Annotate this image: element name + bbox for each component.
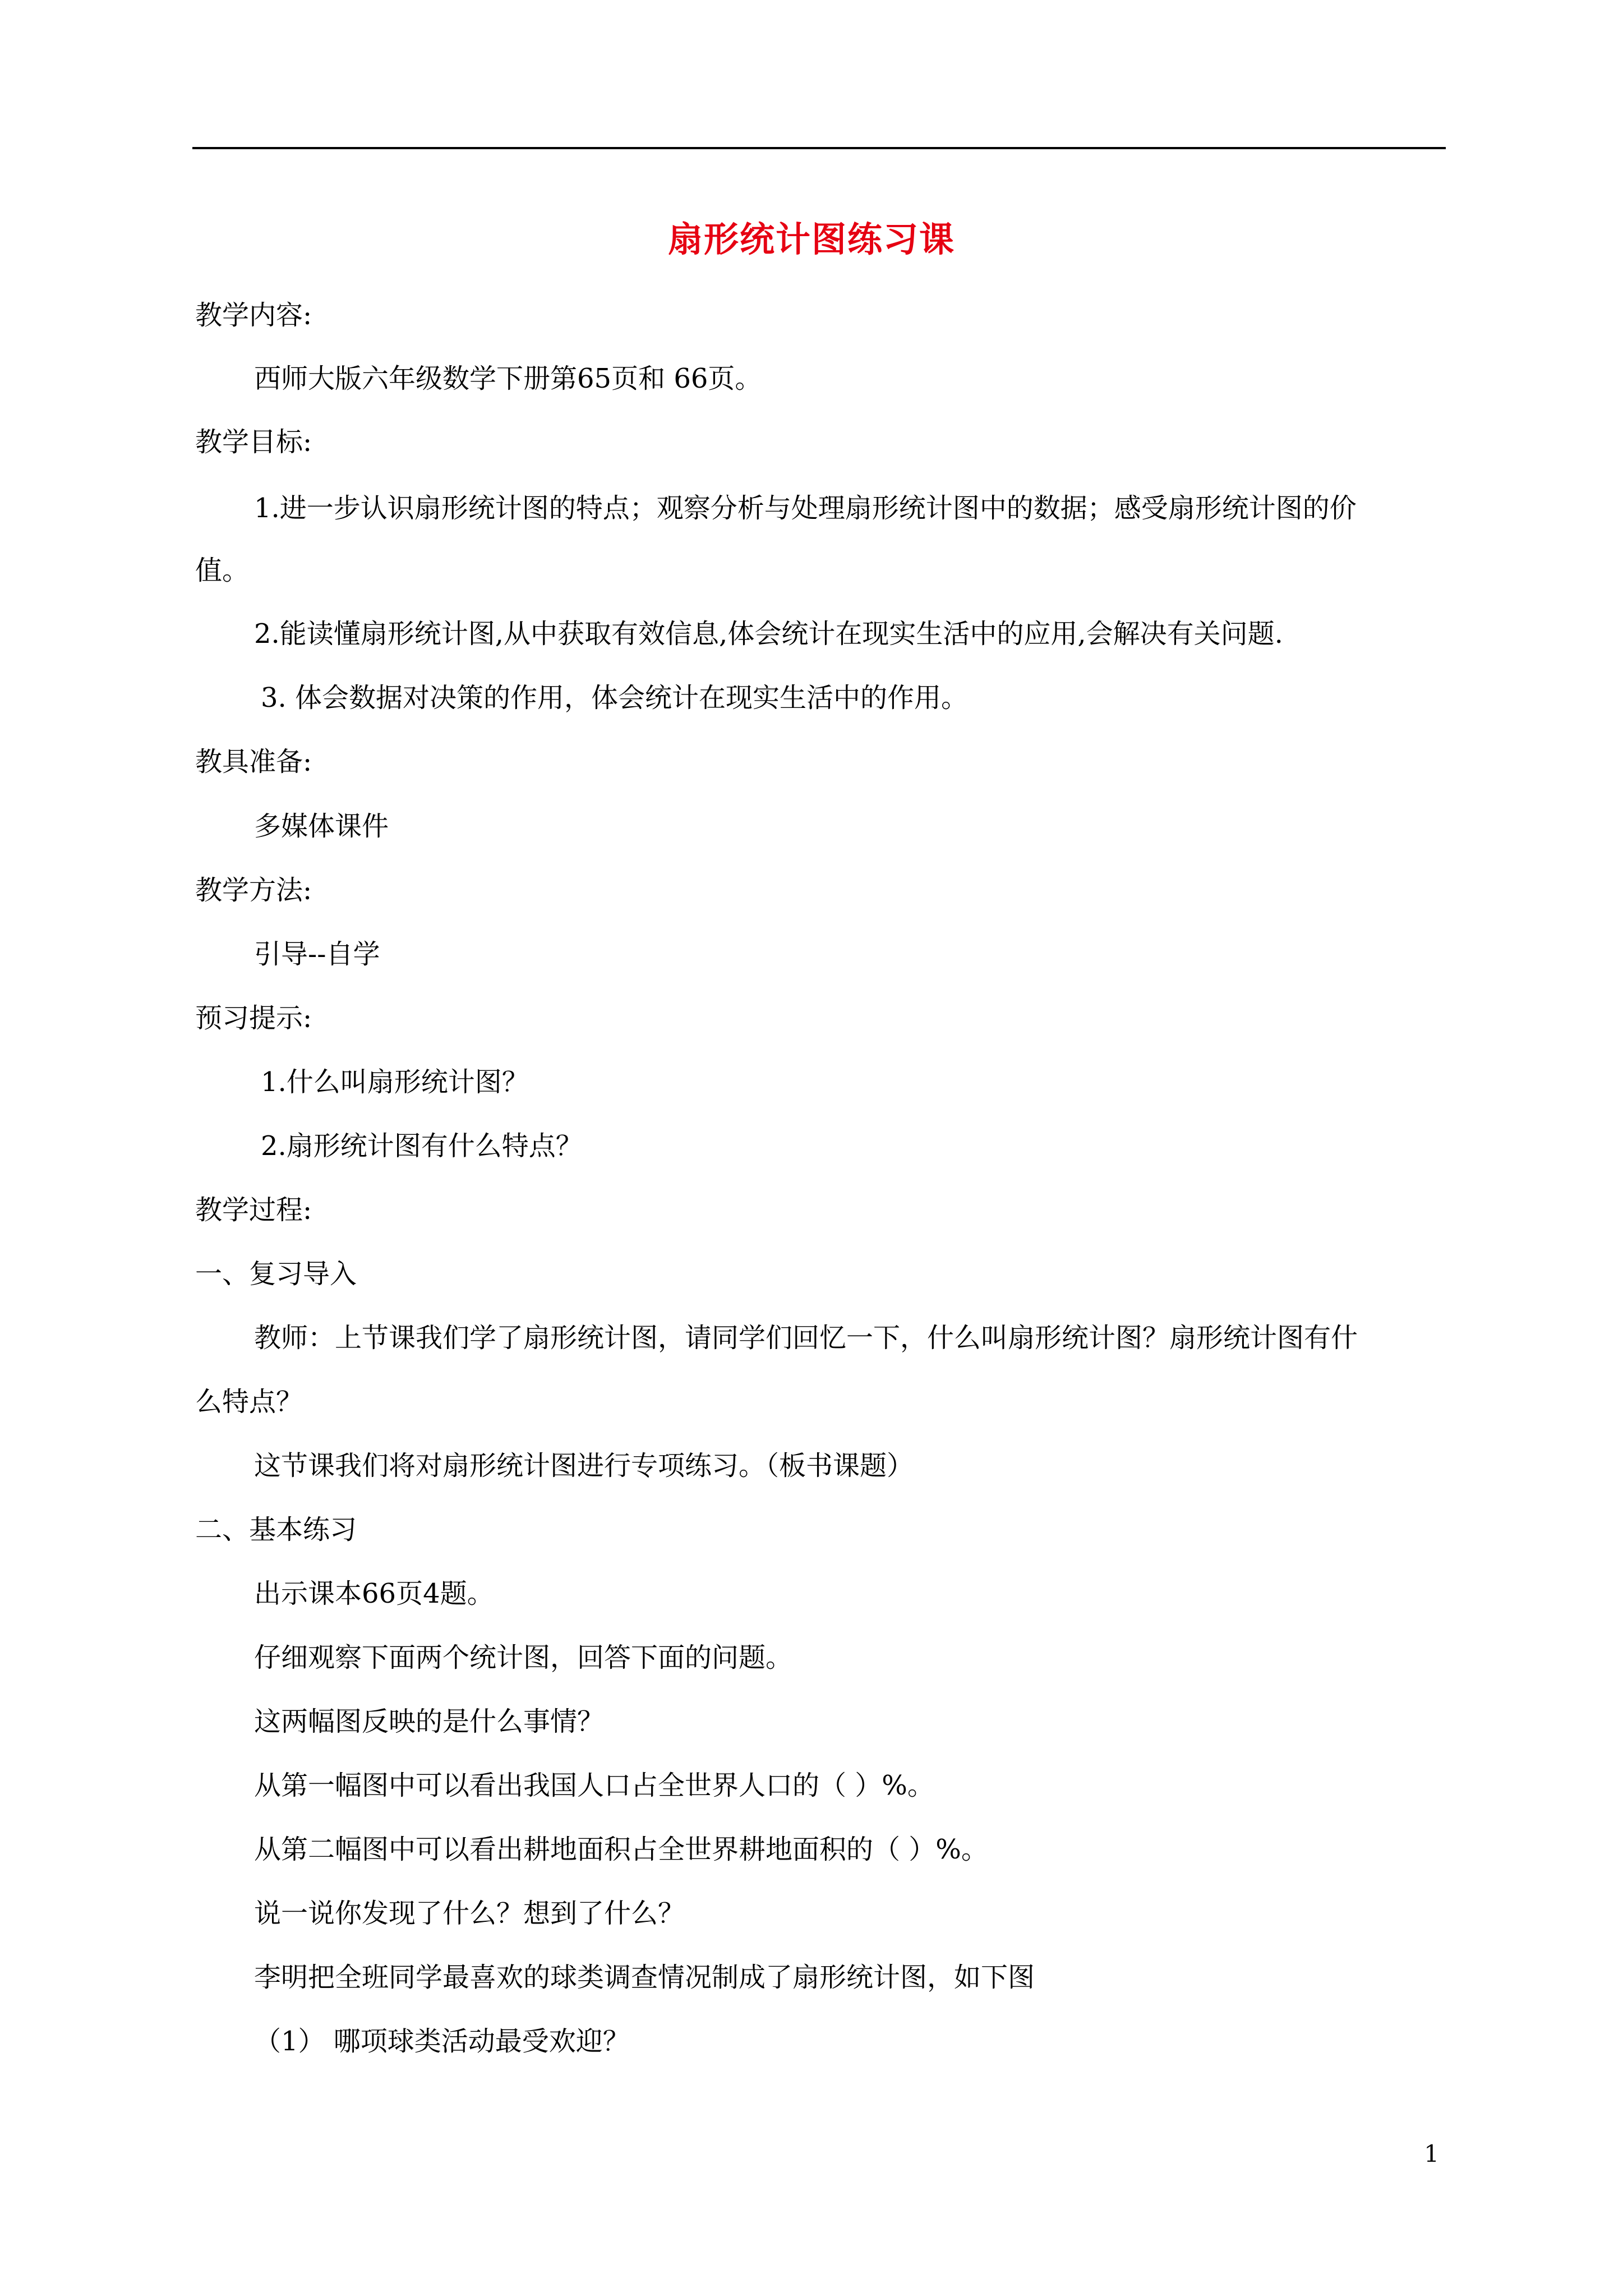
list-item: 2.能读懂扇形统计图,从中获取有效信息,体会统计在现实生活中的应用,会解决有关问题. [254,618,1283,650]
paragraph: 李明把全班同学最喜欢的球类调查情况制成了扇形统计图，如下图 [254,1962,1035,1993]
question-item: （1） 哪项球类活动最受欢迎？ [254,2026,630,2057]
paragraph: 说一说你发现了什么？想到了什么？ [254,1898,685,1929]
document-title: 扇形统计图练习课 [667,219,955,260]
page-number: 1 [1424,2140,1439,2168]
paragraph: 引导--自学 [254,938,380,970]
list-item: 1.什么叫扇形统计图？ [261,1066,529,1098]
paragraph-continuation: 么特点？ [195,1386,303,1418]
heading-preview-tips: 预习提示: [195,1002,312,1034]
paragraph: 西师大版六年级数学下册第65页和 66页。 [254,363,762,394]
heading-teaching-content: 教学内容: [195,300,312,331]
heading-teaching-goals: 教学目标: [195,426,312,458]
paragraph: 出示课本66页4题。 [254,1578,494,1609]
paragraph: 多媒体课件 [254,811,389,842]
paragraph: 教师：上节课我们学了扇形统计图，请同学们回忆一下，什么叫扇形统计图？扇形统计图有什 [254,1322,1358,1354]
heading-teaching-aids: 教具准备: [195,746,312,777]
heading-teaching-process: 教学过程: [195,1194,312,1226]
paragraph: 这两幅图反映的是什么事情？ [254,1706,605,1737]
paragraph-continuation: 值。 [195,555,250,586]
fill-in-question: 从第一幅图中可以看出我国人口占全世界人口的（ ）%。 [254,1770,934,1801]
paragraph: 这节课我们将对扇形统计图进行专项练习。（板书课题） [254,1450,914,1481]
list-item: 3. 体会数据对决策的作用，体会统计在现实生活中的作用。 [261,682,969,714]
section-heading-review: 一、复习导入 [195,1258,357,1290]
section-heading-basic-practice: 二、基本练习 [195,1514,357,1545]
paragraph: 仔细观察下面两个统计图，回答下面的问题。 [254,1642,793,1673]
fill-in-question: 从第二幅图中可以看出耕地面积占全世界耕地面积的（ ）%。 [254,1834,988,1865]
heading-teaching-method: 教学方法: [195,875,312,906]
header-rule [192,147,1446,149]
list-item: 2.扇形统计图有什么特点？ [261,1130,583,1162]
list-item: 1.进一步认识扇形统计图的特点；观察分析与处理扇形统计图中的数据；感受扇形统计图的价 [254,493,1357,524]
